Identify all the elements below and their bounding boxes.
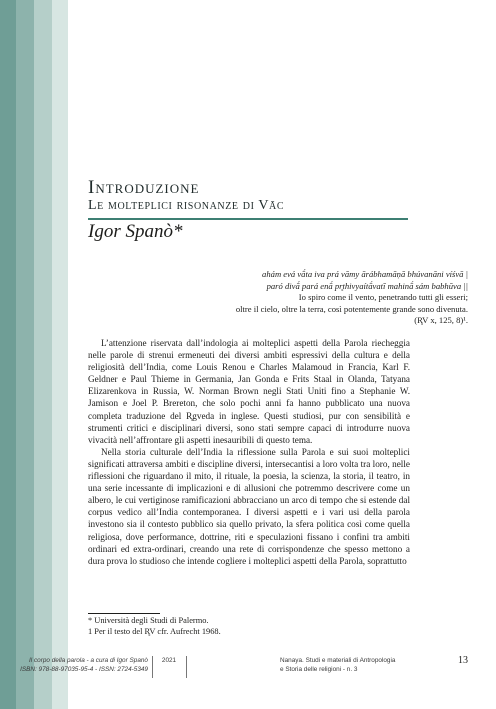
chapter-title: Introduzione: [88, 177, 200, 198]
footer-year: 2021: [161, 657, 177, 664]
footer-book-info: [20, 656, 148, 674]
decorative-strip-2: [16, 0, 34, 709]
author-name: Igor Spanò*: [88, 221, 183, 242]
paragraph: Nella storia culturale dell’India la riflessione sulla Parola e sui suoi molteplici significati attraversa ambiti e discipline diversi, intersecantisi a loro volta tra loro, nelle riflessioni che riguardano il mito, il rituale, la poesia, la scienza, la storia, il teatro, in una serie incessante di implicazioni e di allusioni che potremmo descrivere come un albero, le cui vertiginose ramificazioni abbracciano un arco di tempo che si estende dal corpus vedico all’India contemporanea. I diversi aspetti e i vari usi della parola investono sia il contesto pubblico sia quello privato, la sfera politica così come quella religiosa, dove performance, dottrine, riti e speculazioni fissano i confini tra ambiti ordinari ed extra-ordinari, creando una rete di corrispondenze che spesso mettono a dura prova lo studioso che intende cogliere i molteplici aspetti della Parola, soprattutto: [88, 446, 410, 566]
verse-line: paró divā́ pará enā́ pr̥thivyaítā́vatī mahinā́ sám babhūva ||: [266, 280, 468, 291]
footer-divider: [186, 656, 187, 678]
verse-line: ahám evá vā́ta iva prá vāmy ārábhamāṇā bhúvanāni víśvā |: [262, 269, 468, 279]
footer-isbn: ISBN: 978-88-97035-95-4 - ISSN: 2724-5349: [20, 666, 148, 673]
footnote-affiliation: * Università degli Studi di Palermo.: [88, 616, 209, 625]
footer-series-line: Nanaya. Studi e materiali di Antropologia: [280, 657, 396, 664]
footnote-1: 1 Per il testo del R̥V cfr. Aufrecht 1968.: [88, 627, 221, 636]
epigraph: [168, 269, 468, 327]
page-number: 13: [458, 655, 468, 666]
verse-translation-line: Io spiro come il vento, penetrando tutti gli esseri;: [298, 292, 468, 303]
verse-translation-line: oltre il cielo, oltre la terra, così potentemente grande sono divenuta.: [235, 303, 468, 314]
decorative-strip-4: [52, 0, 68, 709]
footer-book-title: Il corpo della parola - a cura di Igor Spanò: [28, 657, 148, 664]
footnote-rule: [88, 613, 160, 614]
paragraph: L’attenzione riservata dall’indologia ai molteplici aspetti della Parola riecheggia nelle parole di strenui ermeneuti dei diversi ambiti espressivi della cultura e della religiosità dell’India, come Louis Renou e Charles Malamoud in Francia, Karl F. Geldner e Paul Thieme in Germania, Jan Gonda e Frits Staal in Olanda, Tatyana Elizarenkova in Russia, W. Norman Brown negli Stati Uniti fino a Stephanie W. Jamison e Joel P. Brereton, che solo pochi anni fa hanno pubblicato una nuova completa traduzione del R̥gveda in inglese. Questi studiosi, pur con sensibilità e strumenti critici e disciplinari diversi, sono stati sempre capaci di introdurre nuova vivacità nell’affrontare gli aspetti inesauribili di questo tema.: [88, 338, 410, 445]
body-text: [88, 337, 410, 567]
decorative-strip-3: [34, 0, 52, 709]
title-rule: [88, 218, 408, 220]
footer-series: [280, 656, 420, 674]
decorative-strip-1: [0, 0, 16, 709]
footer-series-line: e Storia delle religioni - n. 3: [280, 666, 358, 673]
verse-reference: (R̥V x, 125, 8)¹.: [414, 315, 468, 326]
chapter-subtitle: Le molteplici risonanze di Vāc: [88, 198, 285, 213]
